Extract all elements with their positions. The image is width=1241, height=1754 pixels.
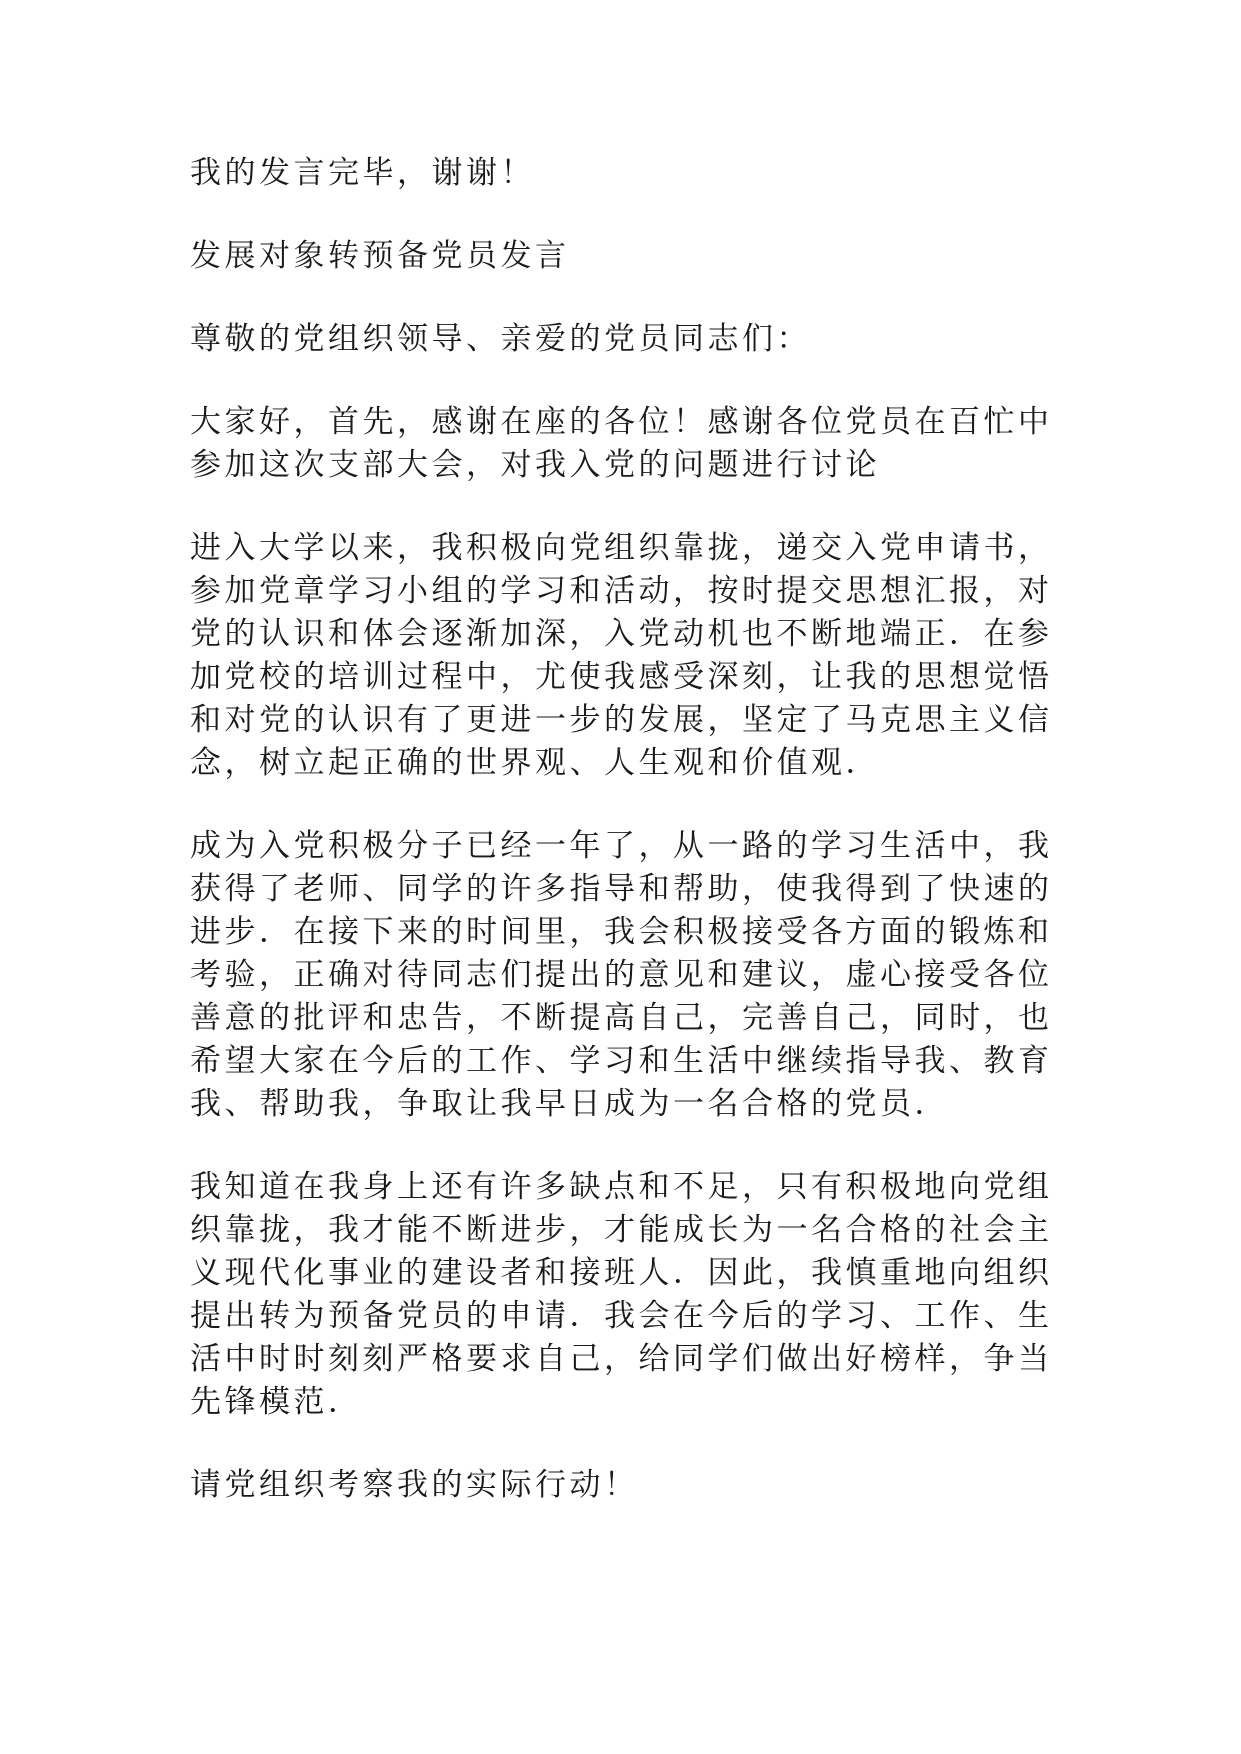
text-line: 加党校的培训过程中，尤使我感受深刻，让我的思想觉悟: [190, 659, 1053, 695]
text-line: 我的发言完毕，谢谢！: [190, 155, 535, 191]
text-line: 成为入党积极分子已经一年了，从一路的学习生活中，我: [190, 828, 1053, 864]
text-line: 先锋模范．: [190, 1384, 363, 1420]
text-line: 义现代化事业的建设者和接班人．因此，我慎重地向组织: [190, 1255, 1053, 1291]
salutation: [190, 318, 1030, 361]
text-line: 参加党章学习小组的学习和活动，按时提交思想汇报，对: [190, 573, 1053, 609]
text-line: 党的认识和体会逐渐加深，入党动机也不断地端正．在参: [190, 616, 1053, 652]
paragraph-university: [190, 527, 1053, 785]
text-line: 善意的批评和忠告，不断提高自己，完善自己，同时，也: [190, 1000, 1053, 1036]
closing-request: [190, 1464, 1030, 1507]
text-line: 希望大家在今后的工作、学习和生活中继续指导我、教育: [190, 1043, 1053, 1079]
paragraph-application: [190, 1166, 1053, 1424]
document-body: [190, 152, 1053, 1507]
text-line: 我、帮助我，争取让我早日成为一名合格的党员．: [190, 1086, 949, 1122]
text-line: 发展对象转预备党员发言: [190, 238, 570, 274]
text-line: 考验，正确对待同志们提出的意见和建议，虚心接受各位: [190, 957, 1053, 993]
text-line: 织靠拢，我才能不断进步，才能成长为一名合格的社会主: [190, 1212, 1053, 1248]
speech-title: [190, 235, 1030, 278]
text-line: 活中时时刻刻严格要求自己，给同学们做出好榜样，争当: [190, 1341, 1053, 1377]
text-line: 进步．在接下来的时间里，我会积极接受各方面的锻炼和: [190, 914, 1053, 950]
paragraph-activist: [190, 825, 1053, 1126]
paragraph-greeting: [190, 401, 1053, 487]
text-line: 获得了老师、同学的许多指导和帮助，使我得到了快速的: [190, 871, 1053, 907]
closing-remark: [190, 152, 1030, 195]
text-line: 提出转为预备党员的申请．我会在今后的学习、工作、生: [190, 1298, 1053, 1334]
text-line: 念，树立起正确的世界观、人生观和价值观．: [190, 745, 880, 781]
text-line: 我知道在我身上还有许多缺点和不足，只有积极地向党组: [190, 1169, 1053, 1205]
text-line: 参加这次支部大会，对我入党的问题进行讨论: [190, 447, 880, 483]
text-line: 请党组织考察我的实际行动！: [190, 1467, 639, 1503]
text-line: 尊敬的党组织领导、亲爱的党员同志们：: [190, 321, 811, 357]
text-line: 进入大学以来，我积极向党组织靠拢，递交入党申请书，: [190, 530, 1053, 566]
text-line: 大家好，首先，感谢在座的各位！感谢各位党员在百忙中: [190, 404, 1053, 440]
text-line: 和对党的认识有了更进一步的发展，坚定了马克思主义信: [190, 702, 1053, 738]
